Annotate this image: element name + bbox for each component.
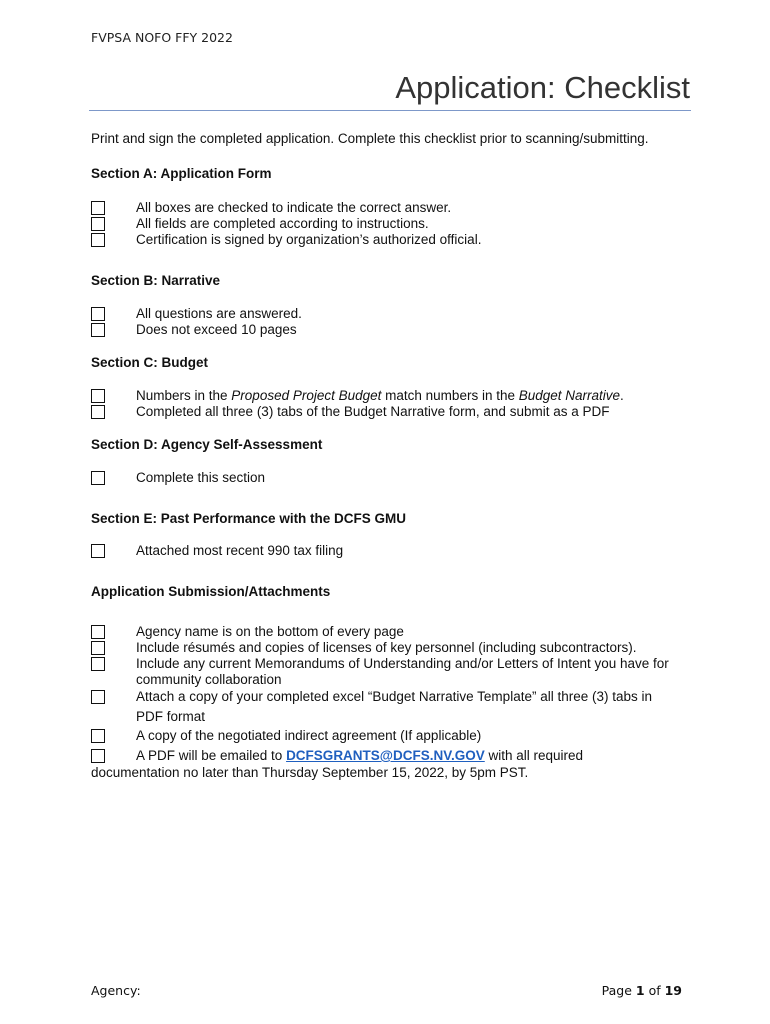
checkbox[interactable] [91, 389, 105, 403]
section-b-title: Section B: Narrative [91, 273, 221, 288]
checklist-item-label: Include résumés and copies of licenses of key personnel (including subcontractors). [136, 640, 637, 655]
checklist-item-label: Include any current Memorandums of Understanding and/or Letters of Intent you have for community collaboration [136, 656, 669, 687]
intro-text: Print and sign the completed application. Complete this checklist prior to scanning/submitting. [91, 131, 649, 146]
checklist-item-label: Certification is signed by organization’s authorized official. [136, 232, 482, 247]
checkbox[interactable] [91, 323, 105, 337]
footer-agency-label: Agency: [91, 983, 141, 998]
checklist-item-label: Does not exceed 10 pages [136, 322, 297, 337]
checkbox[interactable] [91, 307, 105, 321]
title-divider [89, 110, 691, 111]
checkbox[interactable] [91, 641, 105, 655]
section-c-title: Section C: Budget [91, 355, 208, 370]
checklist-item-label: Agency name is on the bottom of every page [136, 624, 404, 639]
checklist-item-label: Complete this section [136, 470, 266, 485]
section-e-title: Section E: Past Performance with the DCFS GMU [91, 511, 407, 526]
section-d-title: Section D: Agency Self-Assessment [91, 437, 323, 452]
checkbox[interactable] [91, 217, 105, 231]
checkbox[interactable] [91, 690, 105, 704]
checklist-item-label: Attached most recent 990 tax filing [136, 543, 344, 558]
checklist-item-label: A PDF will be emailed to DCFSGRANTS@DCFS.NV.GOV with all required [136, 748, 584, 763]
checkbox[interactable] [91, 749, 105, 763]
email-item-continuation: documentation no later than Thursday September 15, 2022, by 5pm PST. [91, 765, 529, 780]
checklist-item-label: PDF format [136, 709, 206, 724]
checklist-item-label: All boxes are checked to indicate the correct answer. [136, 200, 452, 215]
checkbox[interactable] [91, 201, 105, 215]
checkbox[interactable] [91, 233, 105, 247]
checklist-item-label: A copy of the negotiated indirect agreement (If applicable) [136, 728, 482, 743]
document-header: FVPSA NOFO FFY 2022 [91, 30, 233, 45]
checkbox[interactable] [91, 471, 105, 485]
checkbox[interactable] [91, 544, 105, 558]
checklist-item-label: All questions are answered. [136, 306, 302, 321]
submission-section-title: Application Submission/Attachments [91, 584, 331, 599]
checklist-item-label: All fields are completed according to instructions. [136, 216, 429, 231]
checkbox[interactable] [91, 405, 105, 419]
checkbox[interactable] [91, 625, 105, 639]
email-link[interactable]: DCFSGRANTS@DCFS.NV.GOV [286, 748, 485, 763]
checklist-item-label: Attach a copy of your completed excel “Budget Narrative Template” all three (3) tabs in [136, 689, 653, 704]
page-title: Application: Checklist [395, 70, 690, 105]
page-number: Page 1 of 19 [601, 983, 682, 998]
checkbox[interactable] [91, 729, 105, 743]
checklist-item-label: Numbers in the Proposed Project Budget match numbers in the Budget Narrative. [136, 388, 624, 403]
checklist-item-label: Completed all three (3) tabs of the Budget Narrative form, and submit as a PDF [136, 404, 610, 419]
section-a-title: Section A: Application Form [91, 166, 272, 181]
checkbox[interactable] [91, 657, 105, 671]
